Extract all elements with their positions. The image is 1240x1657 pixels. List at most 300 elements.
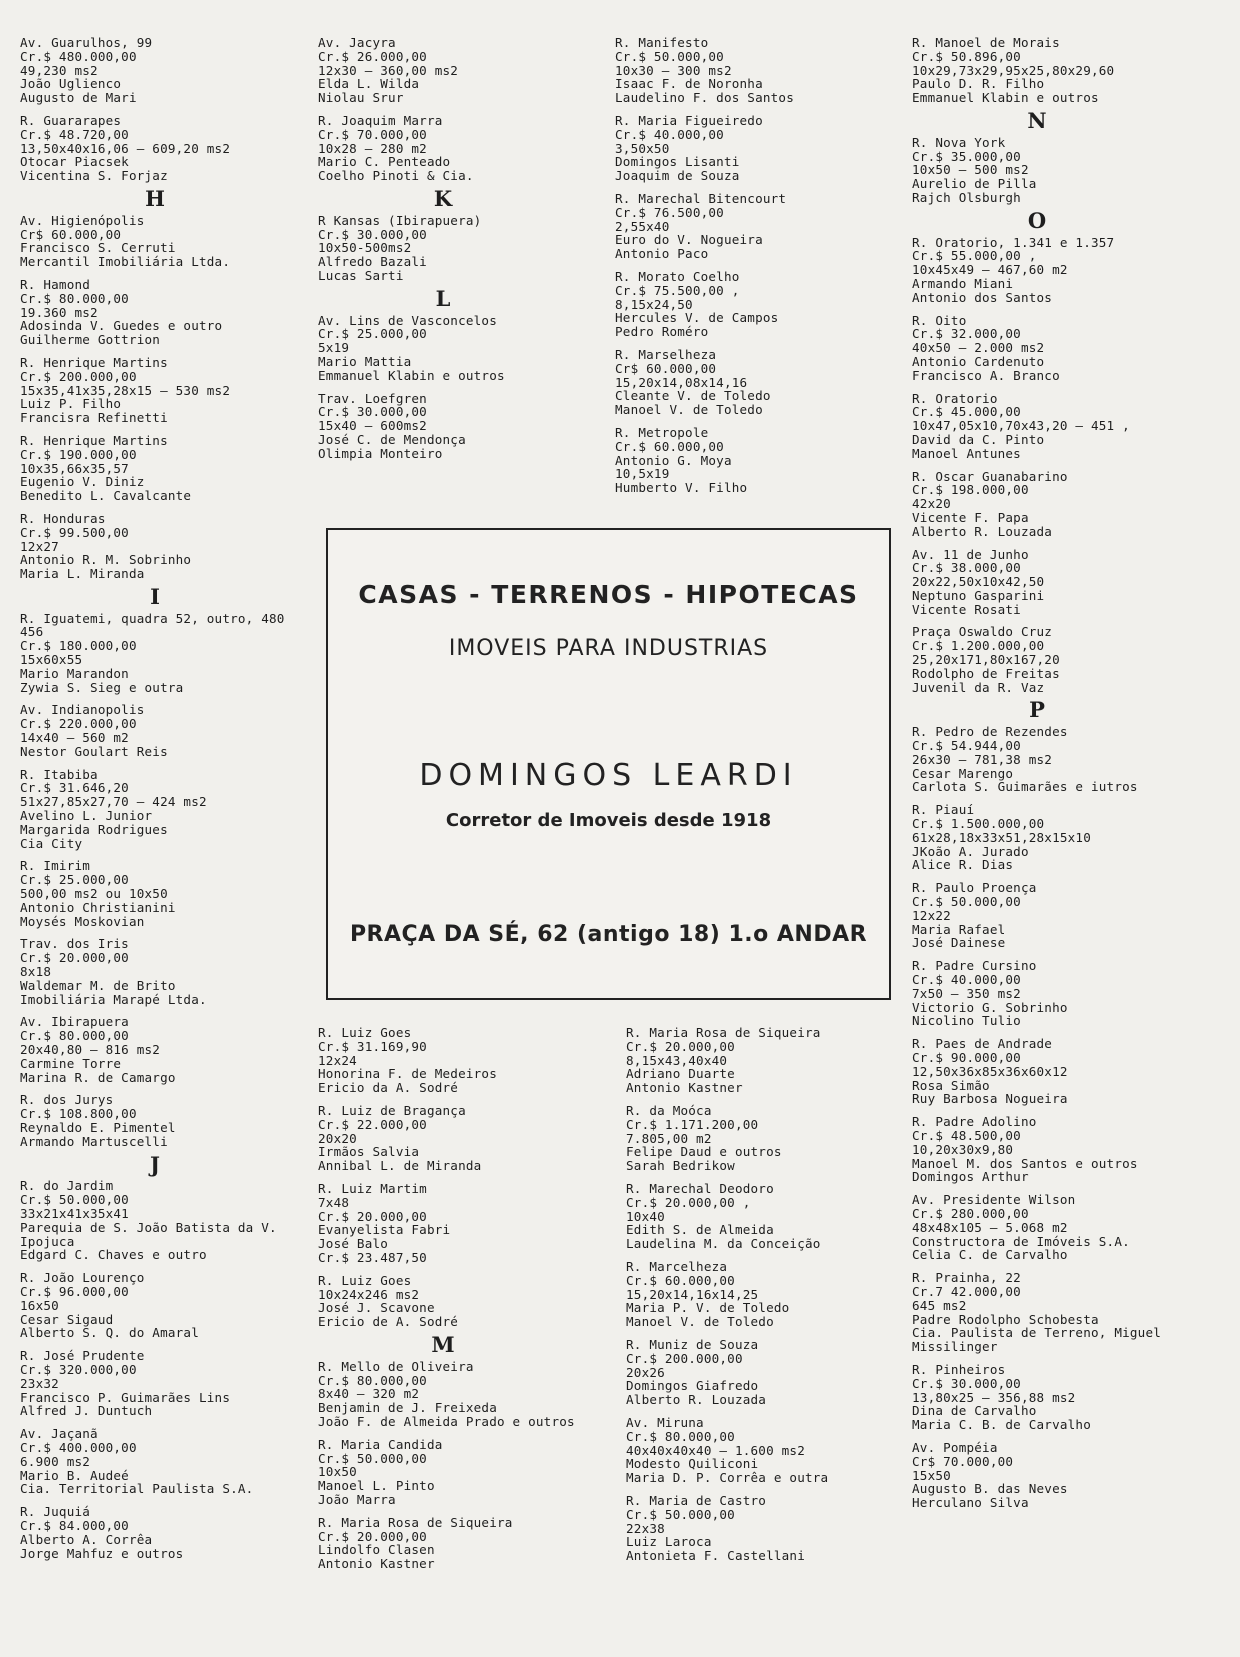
- listing-entry: [20, 859, 290, 928]
- listing-line: Antonio G. Moya: [615, 452, 732, 468]
- listing-line: Cr.$ 200.000,00: [626, 1350, 743, 1366]
- listing-line: R. Maria Figueiredo: [615, 112, 763, 128]
- listing-line: Cr.$ 26.000,00: [318, 48, 427, 64]
- listing-line: 7x50 — 350 ms2: [912, 985, 1021, 1001]
- listing-line: R. do Jardim: [20, 1178, 114, 1194]
- listing-entry: [912, 959, 1162, 1028]
- listing-line: Imobiliária Marapé Ltda.: [20, 991, 207, 1007]
- listing-line: 61x28,18x33x51,28x15x10: [912, 829, 1091, 845]
- listing-line: Armando Martuscelli: [20, 1133, 168, 1149]
- column-3: [615, 36, 794, 504]
- listing-line: Cleante V. de Toledo: [615, 388, 771, 404]
- listing-entry: [626, 1026, 828, 1095]
- listing-line: Ipojuca: [20, 1233, 75, 1249]
- listing-line: 48x48x105 — 5.068 m2: [912, 1219, 1068, 1235]
- listing-line: Adriano Duarte: [626, 1066, 735, 1082]
- listing-entry: [615, 426, 794, 495]
- listing-line: Isaac F. de Noronha: [615, 76, 763, 92]
- listing-line: 7x48: [318, 1194, 350, 1210]
- listing-line: R. dos Jurys: [20, 1092, 114, 1108]
- listing-entry: [318, 1104, 575, 1173]
- listing-line: 500,00 ms2 ou 10x50: [20, 886, 168, 902]
- listing-line: Augusto B. das Neves: [912, 1481, 1068, 1497]
- listing-line: Edgard C. Chaves e outro: [20, 1247, 207, 1263]
- listing-line: Antonio R. M. Sobrinho: [20, 552, 192, 568]
- listing-line: Francisco P. Guimarães Lins: [20, 1389, 231, 1405]
- listing-line: Laudelina M. da Conceição: [626, 1236, 821, 1252]
- listing-line: 12x30 — 360,00 ms2: [318, 62, 459, 78]
- listing-line: Benedito L. Cavalcante: [20, 488, 192, 504]
- listing-entry: [626, 1494, 828, 1563]
- listing-entry: [318, 1516, 575, 1571]
- listing-line: R. Henrique Martins: [20, 432, 168, 448]
- listing-line: R. Imirim: [20, 858, 91, 874]
- listing-entry: [318, 1360, 575, 1429]
- listing-line: Cr.$ 35.000,00: [912, 148, 1021, 164]
- listing-entry: [20, 512, 290, 581]
- listing-entry: [912, 803, 1162, 872]
- listing-line: Euro do V. Nogueira: [615, 232, 763, 248]
- listing-line: 2,55x40: [615, 218, 670, 234]
- listing-line: Cr.7 42.000,00: [912, 1283, 1021, 1299]
- listing-line: R. Oratorio, 1.341 e 1.357: [912, 234, 1115, 250]
- listing-line: R. Luiz Goes: [318, 1272, 412, 1288]
- listing-line: 12x27: [20, 538, 59, 554]
- ad-broker-subtitle: Corretor de Imoveis desde 1918: [445, 810, 772, 831]
- listing-line: Evanyelista Fabri: [318, 1222, 451, 1238]
- listing-line: Maria Rafael: [912, 921, 1006, 937]
- listing-entry: [20, 1271, 290, 1340]
- listing-line: R. Itabiba: [20, 766, 98, 782]
- listing-line: R. Maria Rosa de Siqueira: [318, 1514, 513, 1530]
- listing-line: Cr.$ 20.000,00: [626, 1038, 735, 1054]
- listing-line: Cr.$ 20.000,00: [318, 1208, 427, 1224]
- listing-line: Domingos Lisanti: [615, 154, 740, 170]
- listing-line: José Dainese: [912, 935, 1006, 951]
- listing-line: Margarida Rodrigues: [20, 821, 168, 837]
- listing-line: Coelho Pinoti & Cia.: [318, 168, 474, 184]
- listing-line: Cr$ 60.000,00: [20, 226, 122, 242]
- listing-line: Manoel Antunes: [912, 445, 1021, 461]
- listing-line: Cr$ 70.000,00: [912, 1453, 1014, 1469]
- listing-line: 20x40,80 — 816 ms2: [20, 1042, 161, 1057]
- listing-line: Mario Mattia: [318, 353, 412, 369]
- listing-line: João F. de Almeida Prado e outros: [318, 1413, 575, 1429]
- listing-entry: [20, 434, 290, 503]
- listing-line: Trav. Loefgren: [318, 390, 427, 406]
- listing-line: 7.805,00 m2: [626, 1130, 712, 1146]
- listing-line: Cr.$ 220.000,00: [20, 716, 137, 732]
- listing-line: R. Padre Adolino: [912, 1114, 1037, 1130]
- listing-line: R. Paes de Andrade: [912, 1036, 1053, 1052]
- listing-line: José C. de Mendonça: [318, 431, 466, 447]
- listing-entry: [912, 314, 1162, 383]
- listing-line: 13,50x40x16,06 — 609,20 ms2: [20, 140, 231, 156]
- listing-line: Vicentina S. Forjaz: [20, 168, 168, 184]
- listing-line: Victorio G. Sobrinho: [912, 999, 1068, 1015]
- listing-line: Edith S. de Almeida: [626, 1222, 774, 1238]
- listing-line: R. Iguatemi, quadra 52, outro, 480: [20, 610, 285, 626]
- listing-entry: [318, 392, 568, 461]
- listing-line: 10x28 — 280 m2: [318, 140, 427, 156]
- listing-line: R. Luiz Martim: [318, 1180, 427, 1196]
- listing-line: Francisra Refinetti: [20, 410, 168, 426]
- listing-line: Augusto de Mari: [20, 90, 137, 106]
- listing-line: 5x19: [318, 340, 350, 356]
- ad-broker-name: DOMINGOS LEARDI: [419, 758, 798, 793]
- listing-line: R. Oito: [912, 312, 967, 328]
- listing-line: R. Maria Rosa de Siqueira: [626, 1025, 821, 1040]
- listing-line: Alberto S. Q. do Amaral: [20, 1325, 199, 1341]
- listing-entry: [912, 1193, 1162, 1262]
- listing-line: 40x40x40x40 — 1.600 ms2: [626, 1442, 805, 1458]
- section-letter: L: [435, 285, 451, 311]
- listing-line: Cesar Marengo: [912, 765, 1014, 781]
- listing-entry: [20, 1505, 290, 1560]
- listing-entry: [20, 1093, 290, 1148]
- listing-line: R. Muniz de Souza: [626, 1336, 759, 1352]
- listing-entry: [318, 314, 568, 383]
- listing-line: R. Manoel de Morais: [912, 35, 1060, 50]
- listing-line: Parequia de S. João Batista da V.: [20, 1219, 277, 1235]
- listing-line: R. Nova York: [912, 134, 1006, 150]
- section-letter: K: [433, 185, 453, 211]
- listing-line: R. Metropole: [615, 424, 709, 440]
- listing-line: Cr.$ 76.500,00: [615, 204, 724, 220]
- listing-line: Rosa Simão: [912, 1077, 990, 1093]
- listing-entry: [615, 114, 794, 183]
- listing-line: Francisco S. Cerruti: [20, 240, 176, 256]
- listing-line: Annibal L. de Miranda: [318, 1158, 482, 1174]
- listing-line: Cr.$ 20.000,00: [20, 950, 129, 966]
- listing-line: Ericio de A. Sodré: [318, 1314, 459, 1330]
- listing-entry: [318, 1182, 575, 1265]
- listing-line: Paulo D. R. Filho: [912, 76, 1045, 92]
- listing-line: 10x47,05x10,70x43,20 — 451 ,: [912, 418, 1130, 434]
- listing-line: 10x50: [318, 1464, 357, 1480]
- listing-line: Constructora de Imóveis S.A.: [912, 1233, 1130, 1249]
- listing-line: R. Joaquim Marra: [318, 112, 443, 128]
- listing-line: Aurelio de Pilla: [912, 176, 1037, 192]
- listing-line: R. Oratorio: [912, 390, 998, 406]
- listing-line: Mario Marandon: [20, 665, 129, 681]
- listing-line: 40x50 — 2.000 ms2: [912, 340, 1045, 356]
- listing-line: R. Morato Coelho: [615, 268, 740, 284]
- listing-entry: [912, 881, 1162, 950]
- listing-line: R. Marselheza: [615, 346, 717, 362]
- listing-entry: [318, 214, 568, 283]
- listing-line: R. Guararapes: [20, 112, 122, 128]
- listing-entry: [20, 356, 290, 425]
- listing-line: Cr.$ 23.487,50: [318, 1249, 427, 1265]
- listing-line: R. Prainha, 22: [912, 1270, 1021, 1286]
- listing-line: 15x40 — 600ms2: [318, 418, 427, 434]
- listing-entry: [912, 725, 1162, 794]
- listing-line: Cr.$ 80.000,00: [20, 290, 129, 306]
- listing-line: Otocar Piacsek: [20, 154, 129, 170]
- listing-line: R Kansas (Ibirapuera): [318, 212, 482, 228]
- listing-line: R. Maria Candida: [318, 1436, 443, 1452]
- listing-line: Cr.$ 80.000,00: [318, 1372, 427, 1388]
- listing-line: R. Juquiá: [20, 1504, 91, 1520]
- listing-entry: [20, 612, 290, 695]
- listing-line: Rajch Olsburgh: [912, 189, 1021, 205]
- listing-line: 15x60x55: [20, 652, 83, 668]
- listing-line: 15x35,41x35,28x15 — 530 ms2: [20, 382, 231, 398]
- ad-address: PRAÇA DA SÉ, 62 (antigo 18) 1.o ANDAR: [349, 922, 868, 947]
- listing-line: Cr.$ 20.000,00 ,: [626, 1194, 751, 1210]
- listing-line: Cr.$ 54.944,00: [912, 738, 1021, 754]
- listing-line: José Balo: [318, 1236, 389, 1252]
- listing-entry: [20, 1179, 290, 1262]
- listing-line: Manoel M. dos Santos e outros: [912, 1155, 1138, 1171]
- listing-line: Cr.$ 108.800,00: [20, 1106, 137, 1122]
- listing-line: 12x24: [318, 1052, 357, 1068]
- listing-line: Nestor Goulart Reis: [20, 743, 168, 759]
- listing-entry: [20, 1015, 290, 1084]
- listing-line: Juvenil da R. Vaz: [912, 679, 1045, 695]
- listing-line: 3,50x50: [615, 140, 670, 156]
- listing-line: Cia. Paulista de Terreno, Miguel: [912, 1325, 1162, 1341]
- listing-line: Praça Oswaldo Cruz: [912, 624, 1053, 640]
- listing-line: Maria L. Miranda: [20, 566, 145, 582]
- listing-line: Cr.$ 80.000,00: [20, 1028, 129, 1044]
- listing-line: 10x50-500ms2: [318, 240, 412, 256]
- listing-line: Antonio dos Santos: [912, 289, 1053, 305]
- listing-line: Armando Miani: [912, 275, 1014, 291]
- listing-entry: [20, 36, 290, 105]
- listing-entry: [20, 1427, 290, 1496]
- listing-line: 10x30 — 300 ms2: [615, 62, 732, 78]
- listing-line: Cr.$ 31.169,90: [318, 1038, 427, 1054]
- listing-line: Cr.$ 75.500,00 ,: [615, 282, 740, 298]
- listing-line: Hercules V. de Campos: [615, 310, 779, 326]
- listing-line: Av. 11 de Junho: [912, 546, 1029, 562]
- listing-line: 10,5x19: [615, 466, 670, 482]
- listing-line: 51x27,85x27,70 — 424 ms2: [20, 794, 207, 810]
- listing-line: 15,20x14,16x14,25: [626, 1286, 759, 1302]
- listing-entry: [318, 36, 568, 105]
- listing-entry: [20, 1349, 290, 1418]
- listing-line: Emmanuel Klabin e outros: [318, 367, 505, 383]
- listing-entry: [912, 470, 1162, 539]
- listing-line: 25,20x171,80x167,20: [912, 652, 1060, 668]
- listing-line: R. Pedro de Rezendes: [912, 724, 1068, 740]
- column-4: [912, 36, 1162, 1519]
- listing-line: Av. Ibirapuera: [20, 1014, 129, 1030]
- listing-entry: [615, 192, 794, 261]
- listing-line: Domingos Giafredo: [626, 1378, 759, 1394]
- listing-line: Cr.$ 90.000,00: [912, 1050, 1021, 1065]
- listing-line: Reynaldo E. Pimentel: [20, 1119, 176, 1135]
- listing-line: R. Luiz Goes: [318, 1025, 412, 1040]
- listing-line: Elda L. Wilda: [318, 76, 420, 92]
- listing-line: 10x29,73x29,95x25,80x29,60: [912, 62, 1115, 78]
- listing-line: Cr$ 60.000,00: [615, 360, 717, 376]
- listing-line: R. Mello de Oliveira: [318, 1358, 474, 1374]
- listing-line: Cesar Sigaud: [20, 1311, 114, 1327]
- listing-line: R. Henrique Martins: [20, 354, 168, 370]
- listing-line: Lucas Sarti: [318, 267, 404, 283]
- listing-line: Cr.$ 30.000,00: [318, 226, 427, 242]
- listing-line: R. Oscar Guanabarino: [912, 468, 1068, 484]
- listing-line: Cr.$ 1.171.200,00: [626, 1116, 759, 1132]
- listing-line: 20x22,50x10x42,50: [912, 574, 1045, 590]
- listing-line: Antonio Cardenuto: [912, 353, 1045, 369]
- listing-line: 22x38: [626, 1520, 665, 1536]
- listing-entry: [912, 1441, 1162, 1510]
- section-letter: J: [150, 1151, 160, 1177]
- listing-line: Missilinger: [912, 1339, 998, 1355]
- listing-line: Cr.$ 30.000,00: [318, 404, 427, 420]
- listing-line: Felipe Daud e outros: [626, 1144, 782, 1160]
- listing-line: Cr.$ 1.200.000,00: [912, 638, 1045, 654]
- listing-line: Cr.$ 96.000,00: [20, 1283, 129, 1299]
- listing-line: Cr.$ 40.000,00: [912, 972, 1021, 988]
- listing-entry: [626, 1104, 828, 1173]
- listing-line: Av. Miruna: [626, 1414, 704, 1430]
- listing-line: 8,15x24,50: [615, 296, 693, 312]
- listing-line: Cr.$ 22.000,00: [318, 1116, 427, 1132]
- listing-entry: [912, 1271, 1162, 1354]
- listing-line: Cr.$ 48.720,00: [20, 126, 129, 142]
- listing-line: José J. Scavone: [318, 1300, 435, 1316]
- listing-line: Cr.$ 50.000,00: [20, 1192, 129, 1208]
- section-letter: N: [1027, 107, 1047, 133]
- listing-line: 6.900 ms2: [20, 1453, 91, 1469]
- listing-line: 16x50: [20, 1297, 59, 1313]
- listing-entry: [615, 270, 794, 339]
- listing-line: Av. Indianopolis: [20, 702, 145, 718]
- listing-entry: [912, 392, 1162, 461]
- listing-line: Pedro Roméro: [615, 324, 709, 340]
- listing-line: Cr.$ 32.000,00: [912, 326, 1021, 342]
- listing-line: R. da Moóca: [626, 1102, 712, 1118]
- listing-entry: [912, 236, 1162, 305]
- listing-line: 645 ms2: [912, 1297, 967, 1313]
- section-letter: O: [1027, 207, 1047, 233]
- listing-line: Olimpia Monteiro: [318, 445, 443, 461]
- section-letter: I: [150, 583, 160, 609]
- listing-line: Av. Pompéia: [912, 1439, 998, 1455]
- listing-line: Manoel V. de Toledo: [626, 1314, 774, 1330]
- listing-line: R. Hamond: [20, 276, 91, 292]
- listing-line: R. Maria de Castro: [626, 1492, 767, 1508]
- listing-line: 14x40 — 560 m2: [20, 730, 129, 746]
- column-3-lower: [626, 1026, 828, 1572]
- listing-line: Mario C. Penteado: [318, 154, 451, 170]
- listing-line: R. Marcelheza: [626, 1258, 728, 1274]
- listing-line: Av. Higienópolis: [20, 212, 145, 228]
- listing-line: R. Paulo Proença: [912, 880, 1037, 896]
- listing-line: R. Padre Cursino: [912, 958, 1037, 974]
- listing-line: Maria C. B. de Carvalho: [912, 1417, 1091, 1433]
- listing-line: Vicente F. Papa: [912, 509, 1029, 525]
- column-2-lower: [318, 1026, 575, 1580]
- listing-line: Cr.$ 31.646,20: [20, 780, 129, 796]
- listing-line: Adosinda V. Guedes e outro: [20, 318, 223, 334]
- listing-line: 12x22: [912, 907, 951, 923]
- listing-line: 15,20x14,08x14,16: [615, 374, 748, 390]
- listing-line: Jorge Mahfuz e outros: [20, 1545, 184, 1561]
- listing-line: Neptuno Gasparini: [912, 587, 1045, 603]
- listing-entry: [318, 1438, 575, 1507]
- listing-line: Irmãos Salvia: [318, 1144, 420, 1160]
- listing-entry: [20, 937, 290, 1006]
- listing-line: Cr.$ 50.000,00: [615, 48, 724, 64]
- listing-line: Av. Presidente Wilson: [912, 1192, 1076, 1208]
- listing-entry: [318, 1274, 575, 1329]
- listing-line: Cr.$ 50.000,00: [626, 1506, 735, 1522]
- listing-line: Cr.$ 40.000,00: [615, 126, 724, 142]
- listing-entry: [615, 36, 794, 105]
- listing-line: Carlota S. Guimarães e iutros: [912, 779, 1138, 795]
- ad-subheadline: IMOVEIS PARA INDUSTRIAS: [448, 636, 769, 661]
- listing-line: Antonieta F. Castellani: [626, 1548, 805, 1564]
- listing-line: Antonio Kastner: [318, 1556, 435, 1572]
- listing-line: Trav. dos Iris: [20, 936, 129, 952]
- listing-line: Cr.$ 50.000,00: [318, 1450, 427, 1466]
- listing-line: Cr.$ 1.500.000,00: [912, 816, 1045, 832]
- listing-line: 456: [20, 624, 44, 640]
- listing-line: 8x18: [20, 964, 52, 980]
- listing-entry: [912, 36, 1162, 105]
- listing-entry: [912, 548, 1162, 617]
- listing-line: Av. Lins de Vasconcelos: [318, 312, 497, 328]
- listing-line: Cr.$ 25.000,00: [318, 326, 427, 342]
- listing-line: 8x40 — 320 m2: [318, 1386, 420, 1402]
- listing-line: Laudelino F. dos Santos: [615, 90, 794, 106]
- listing-line: Manoel V. de Toledo: [615, 402, 763, 418]
- listing-line: Rodolpho de Freitas: [912, 665, 1060, 681]
- listing-line: Ruy Barbosa Nogueira: [912, 1091, 1068, 1107]
- listing-line: Cr.$ 99.500,00: [20, 524, 129, 540]
- listing-line: Cr.$ 280.000,00: [912, 1205, 1029, 1221]
- listing-line: Cr.$ 198.000,00: [912, 482, 1029, 498]
- listing-line: R. Manifesto: [615, 35, 709, 50]
- listing-line: Niolau Srur: [318, 90, 404, 106]
- listing-entry: [912, 136, 1162, 205]
- listing-line: Antonio Kastner: [626, 1080, 743, 1096]
- listing-line: Cr.$ 200.000,00: [20, 368, 137, 384]
- listing-line: R. Marechal Bitencourt: [615, 190, 787, 206]
- listing-line: Alberto R. Louzada: [626, 1392, 767, 1408]
- listing-line: Alfredo Bazali: [318, 254, 427, 270]
- listing-line: Cr.$ 25.000,00: [20, 872, 129, 888]
- listing-line: 20x26: [626, 1364, 665, 1380]
- listing-line: Cr.$ 55.000,00 ,: [912, 248, 1037, 264]
- listing-line: Cr.$ 20.000,00: [318, 1528, 427, 1544]
- listing-line: Av. Jacyra: [318, 35, 396, 50]
- listing-line: Nicolino Tulio: [912, 1013, 1021, 1029]
- listing-entry: [626, 1338, 828, 1407]
- listing-line: Cr.$ 180.000,00: [20, 638, 137, 654]
- advertisement-box: [326, 528, 891, 1000]
- listing-line: Avelino L. Junior: [20, 808, 153, 824]
- listing-line: Cr.$ 48.500,00: [912, 1127, 1021, 1143]
- listing-line: 20x20: [318, 1130, 357, 1146]
- ad-headline: CASAS - TERRENOS - HIPOTECAS: [358, 580, 859, 609]
- listing-line: Luiz Laroca: [626, 1534, 712, 1550]
- listing-line: 10x45x49 — 467,60 m2: [912, 262, 1068, 278]
- section-letter: P: [1029, 697, 1045, 723]
- listing-line: Cr.$ 70.000,00: [318, 126, 427, 142]
- listing-line: Cr.$ 320.000,00: [20, 1361, 137, 1377]
- listing-entry: [615, 348, 794, 417]
- listing-line: Mercantil Imobiliária Ltda.: [20, 254, 231, 270]
- listing-line: Carmine Torre: [20, 1055, 122, 1071]
- listing-line: Cia. Territorial Paulista S.A.: [20, 1481, 254, 1497]
